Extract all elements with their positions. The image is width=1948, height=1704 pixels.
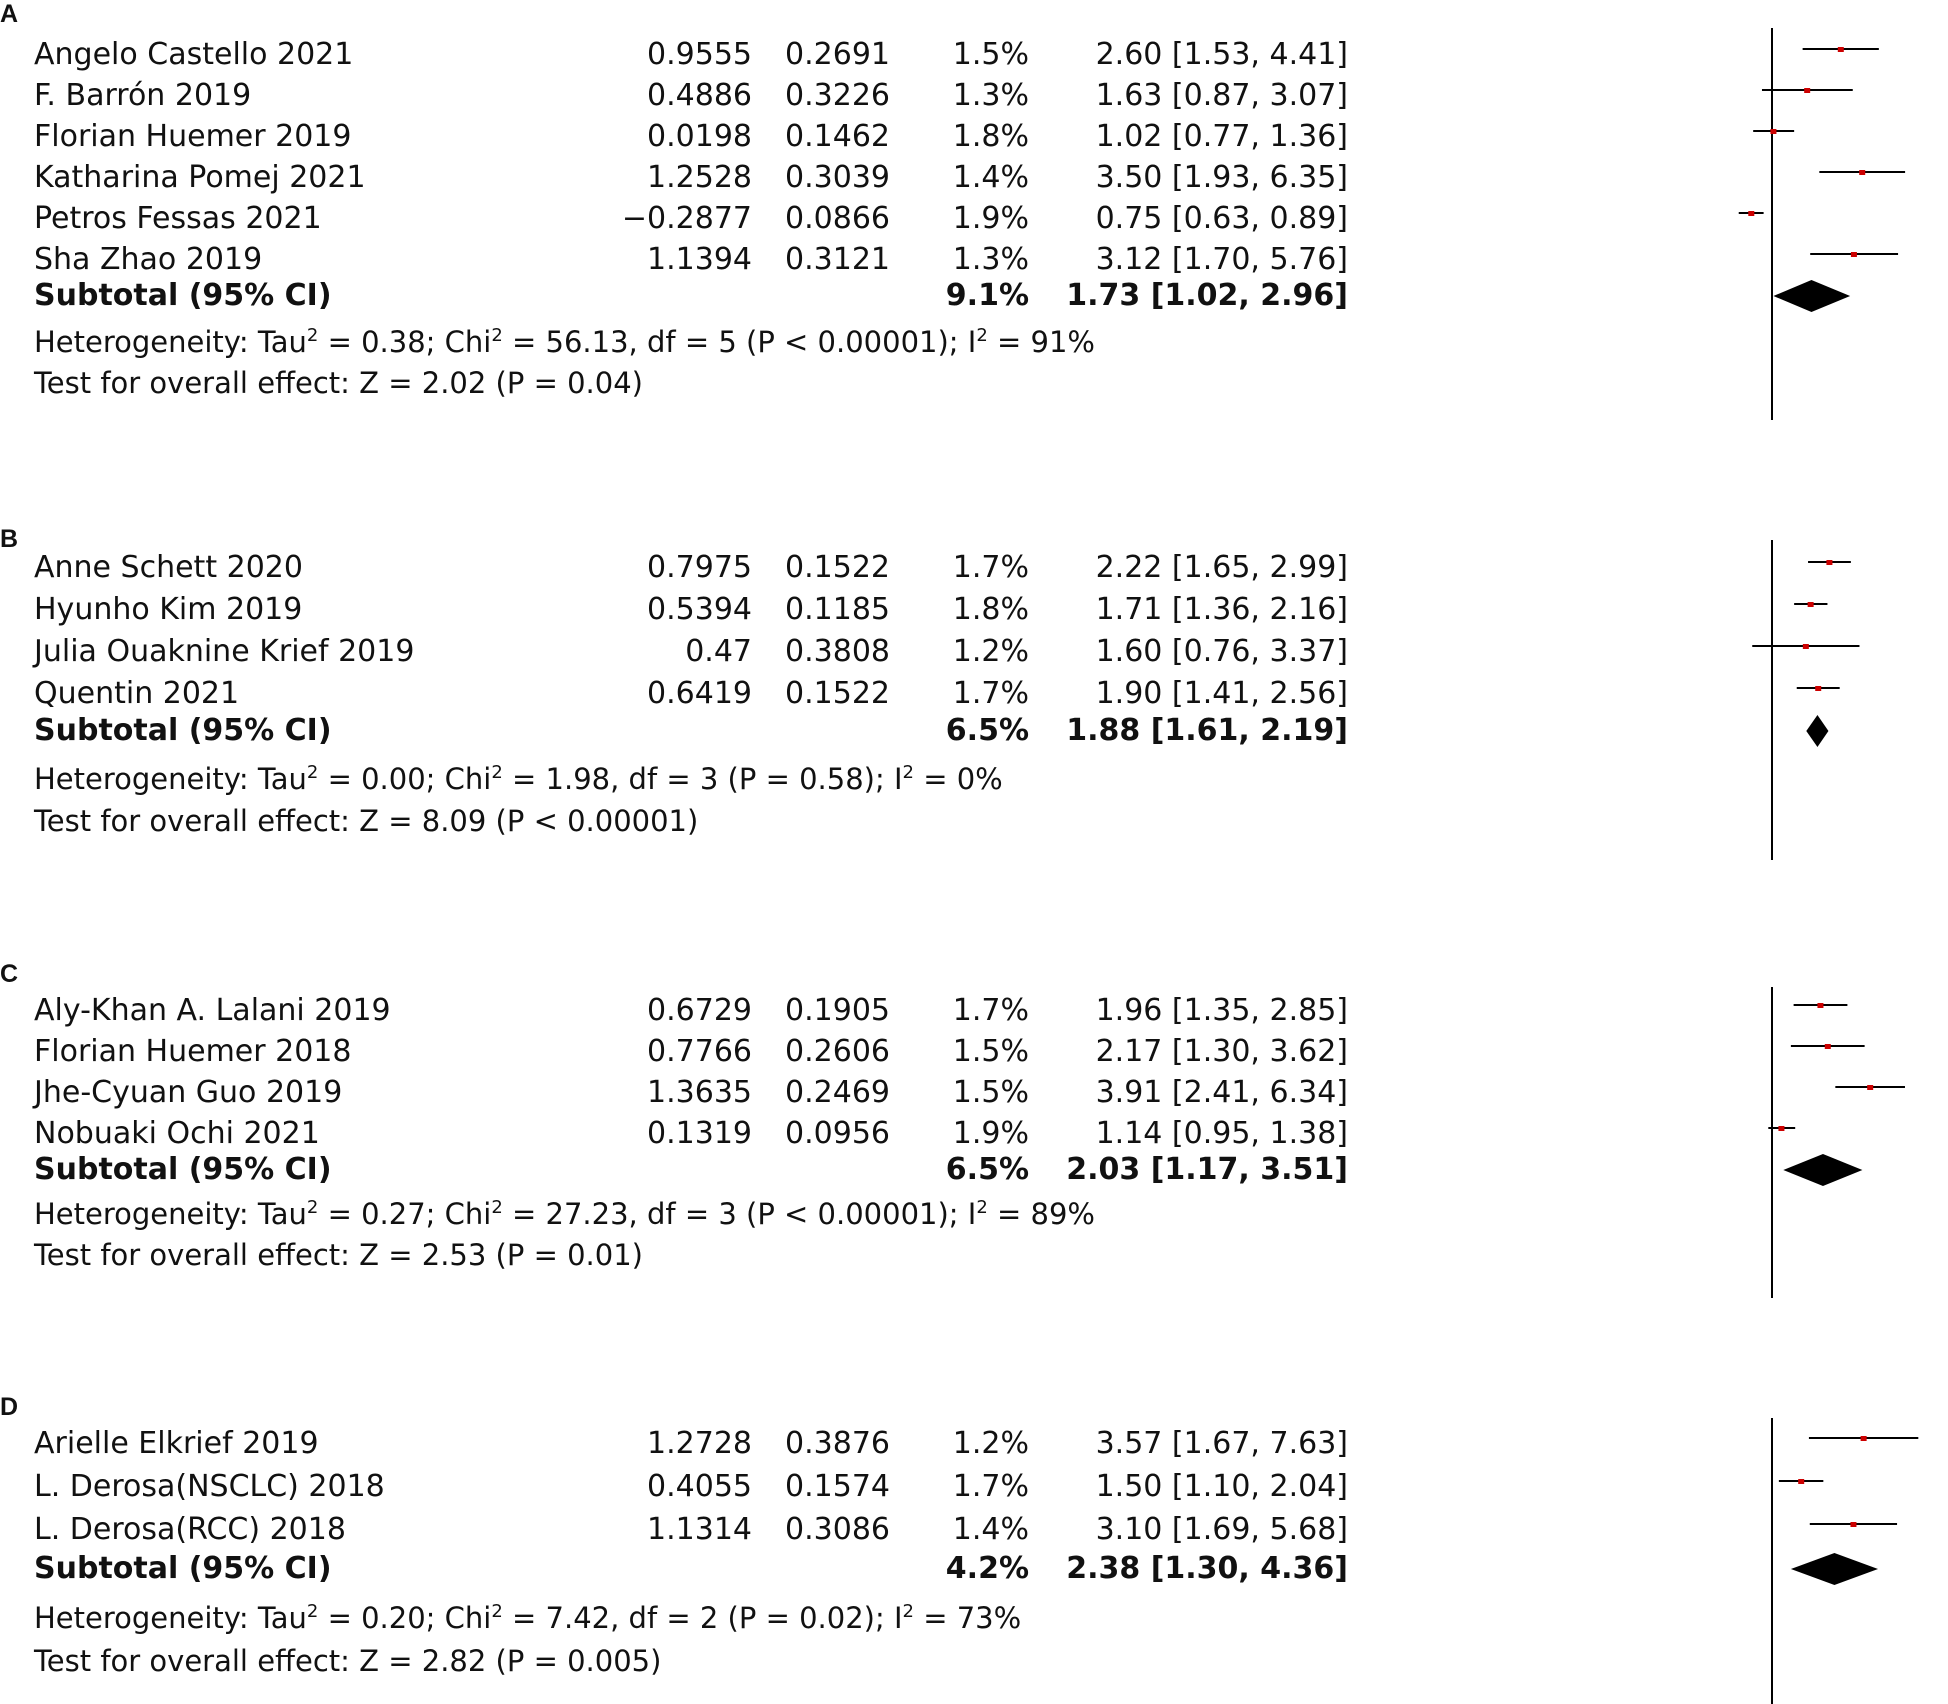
log-hr-value: 0.7975 (647, 550, 752, 585)
point-estimate (1817, 1003, 1823, 1008)
point-estimate (1803, 644, 1809, 649)
overall-effect-text: Test for overall effect: Z = 2.02 (P = 0.04) (34, 366, 643, 400)
subtotal-label: Subtotal (95% CI) (34, 713, 332, 748)
study-name: Katharina Pomej 2021 (34, 160, 366, 195)
weight-value: 1.2% (952, 634, 1029, 669)
subtotal-diamond (1783, 1154, 1862, 1186)
hazard-ratio-ci: 1.02 [0.77, 1.36] (1095, 119, 1348, 154)
weight-value: 1.7% (952, 993, 1029, 1028)
weight-value: 1.8% (952, 592, 1029, 627)
hazard-ratio-ci: 1.90 [1.41, 2.56] (1095, 676, 1348, 711)
point-estimate (1850, 1522, 1856, 1527)
standard-error-value: 0.1522 (785, 676, 890, 711)
panel-label-d: D (0, 1393, 19, 1421)
hazard-ratio-ci: 1.14 [0.95, 1.38] (1095, 1116, 1348, 1151)
point-estimate (1826, 560, 1832, 565)
weight-value: 1.4% (952, 160, 1029, 195)
study-name: L. Derosa(RCC) 2018 (34, 1512, 346, 1547)
log-hr-value: 1.1314 (647, 1512, 752, 1547)
hazard-ratio-ci: 1.50 [1.10, 2.04] (1095, 1469, 1348, 1504)
hazard-ratio-ci: 1.71 [1.36, 2.16] (1095, 592, 1348, 627)
forest-panel-c (1768, 987, 1905, 1298)
weight-value: 1.5% (952, 1034, 1029, 1069)
log-hr-value: 1.2728 (647, 1426, 752, 1461)
subtotal-ci: 2.03 [1.17, 3.51] (1066, 1152, 1348, 1187)
panel-label-b: B (0, 525, 19, 553)
log-hr-value: 0.4055 (647, 1469, 752, 1504)
weight-value: 1.2% (952, 1426, 1029, 1461)
study-name: Julia Ouaknine Krief 2019 (34, 634, 415, 669)
subtotal-label: Subtotal (95% CI) (34, 278, 332, 313)
subtotal-weight: 4.2% (945, 1551, 1029, 1586)
point-estimate (1815, 686, 1821, 691)
weight-value: 1.7% (952, 676, 1029, 711)
subtotal-diamond (1806, 715, 1828, 747)
subtotal-weight: 6.5% (945, 713, 1029, 748)
hazard-ratio-ci: 1.96 [1.35, 2.85] (1095, 993, 1348, 1028)
log-hr-value: 1.1394 (647, 242, 752, 277)
study-name: Arielle Elkrief 2019 (34, 1426, 319, 1461)
weight-value: 1.5% (952, 37, 1029, 72)
point-estimate (1778, 1126, 1784, 1131)
hazard-ratio-ci: 1.60 [0.76, 3.37] (1095, 634, 1348, 669)
standard-error-value: 0.1905 (785, 993, 890, 1028)
standard-error-value: 0.1574 (785, 1469, 890, 1504)
weight-value: 1.7% (952, 1469, 1029, 1504)
standard-error-value: 0.3808 (785, 634, 890, 669)
heterogeneity-text: Heterogeneity: Tau$^2$ = 0.20; Chi$^2$ = 7.42, df = 2 (P = 0.02); $I^2 = 73\%$ (34, 1601, 1022, 1635)
subtotal-weight: 9.1% (945, 278, 1029, 313)
weight-value: 1.5% (952, 1075, 1029, 1110)
log-hr-value: 1.3635 (647, 1075, 752, 1110)
subtotal-label: Subtotal (95% CI) (34, 1152, 332, 1187)
study-name: Quentin 2021 (34, 676, 240, 711)
study-name: Hyunho Kim 2019 (34, 592, 303, 627)
hazard-ratio-ci: 2.22 [1.65, 2.99] (1095, 550, 1348, 585)
point-estimate (1867, 1085, 1873, 1090)
hazard-ratio-ci: 0.75 [0.63, 0.89] (1095, 201, 1348, 236)
point-estimate (1838, 47, 1844, 52)
log-hr-value: 0.1319 (647, 1116, 752, 1151)
panel-label-a: A (0, 0, 19, 28)
standard-error-value: 0.3039 (785, 160, 890, 195)
hazard-ratio-ci: 3.91 [2.41, 6.34] (1095, 1075, 1348, 1110)
heterogeneity-text: Heterogeneity: Tau$^2$ = 0.00; Chi$^2$ = 1.98, df = 3 (P = 0.58); $I^2 = 0\%$ (34, 762, 1003, 796)
point-estimate (1748, 211, 1754, 216)
log-hr-value: 0.6729 (647, 993, 752, 1028)
forest-panel-a (1739, 28, 1905, 420)
weight-value: 1.3% (952, 242, 1029, 277)
standard-error-value: 0.0956 (785, 1116, 890, 1151)
standard-error-value: 0.3086 (785, 1512, 890, 1547)
study-name: Florian Huemer 2019 (34, 119, 352, 154)
forest-panel-b (1752, 540, 1859, 860)
standard-error-value: 0.3121 (785, 242, 890, 277)
subtotal-ci: 1.88 [1.61, 2.19] (1066, 713, 1348, 748)
study-name: Sha Zhao 2019 (34, 242, 263, 277)
heterogeneity-text: Heterogeneity: Tau$^2$ = 0.38; Chi$^2$ = 56.13, df = 5 (P < 0.00001); $I^2 = 91\%$ (34, 325, 1095, 359)
weight-value: 1.9% (952, 1116, 1029, 1151)
standard-error-value: 0.2469 (785, 1075, 890, 1110)
subtotal-weight: 6.5% (945, 1152, 1029, 1187)
point-estimate (1770, 129, 1776, 134)
weight-value: 1.3% (952, 78, 1029, 113)
standard-error-value: 0.1462 (785, 119, 890, 154)
standard-error-value: 0.3876 (785, 1426, 890, 1461)
hazard-ratio-ci: 3.50 [1.93, 6.35] (1095, 160, 1348, 195)
standard-error-value: 0.0866 (785, 201, 890, 236)
point-estimate (1808, 602, 1814, 607)
point-estimate (1851, 252, 1857, 257)
hazard-ratio-ci: 3.57 [1.67, 7.63] (1095, 1426, 1348, 1461)
point-estimate (1859, 170, 1865, 175)
weight-value: 1.9% (952, 201, 1029, 236)
study-name: Aly-Khan A. Lalani 2019 (34, 993, 391, 1028)
weight-value: 1.7% (952, 550, 1029, 585)
hazard-ratio-ci: 1.63 [0.87, 3.07] (1095, 78, 1348, 113)
overall-effect-text: Test for overall effect: Z = 2.82 (P = 0.005) (34, 1644, 662, 1678)
study-name: Angelo Castello 2021 (34, 37, 354, 72)
log-hr-value: 0.5394 (647, 592, 752, 627)
subtotal-diamond (1773, 280, 1850, 312)
study-name: L. Derosa(NSCLC) 2018 (34, 1469, 385, 1504)
study-name: F. Barrón 2019 (34, 78, 252, 113)
subtotal-ci: 1.73 [1.02, 2.96] (1066, 278, 1348, 313)
point-estimate (1798, 1479, 1804, 1484)
standard-error-value: 0.2691 (785, 37, 890, 72)
standard-error-value: 0.2606 (785, 1034, 890, 1069)
overall-effect-text: Test for overall effect: Z = 2.53 (P = 0.01) (34, 1238, 643, 1272)
forest-panel-d (1772, 1418, 1918, 1704)
weight-value: 1.8% (952, 119, 1029, 154)
log-hr-value: −0.2877 (621, 201, 752, 236)
hazard-ratio-ci: 2.60 [1.53, 4.41] (1095, 37, 1348, 72)
subtotal-diamond (1791, 1553, 1878, 1585)
point-estimate (1861, 1436, 1867, 1441)
log-hr-value: 0.47 (685, 634, 752, 669)
log-hr-value: 1.2528 (647, 160, 752, 195)
log-hr-value: 0.7766 (647, 1034, 752, 1069)
standard-error-value: 0.3226 (785, 78, 890, 113)
point-estimate (1825, 1044, 1831, 1049)
weight-value: 1.4% (952, 1512, 1029, 1547)
log-hr-value: 0.9555 (647, 37, 752, 72)
subtotal-label: Subtotal (95% CI) (34, 1551, 332, 1586)
panel-label-c: C (0, 960, 19, 988)
standard-error-value: 0.1522 (785, 550, 890, 585)
study-name: Jhe-Cyuan Guo 2019 (34, 1075, 343, 1110)
overall-effect-text: Test for overall effect: Z = 8.09 (P < 0.00001) (34, 804, 699, 838)
study-name: Petros Fessas 2021 (34, 201, 322, 236)
subtotal-ci: 2.38 [1.30, 4.36] (1066, 1551, 1348, 1586)
log-hr-value: 0.0198 (647, 119, 752, 154)
hazard-ratio-ci: 3.10 [1.69, 5.68] (1095, 1512, 1348, 1547)
log-hr-value: 0.4886 (647, 78, 752, 113)
heterogeneity-text: Heterogeneity: Tau$^2$ = 0.27; Chi$^2$ = 27.23, df = 3 (P < 0.00001); $I^2 = 89\%$ (34, 1197, 1095, 1231)
point-estimate (1804, 88, 1810, 93)
standard-error-value: 0.1185 (785, 592, 890, 627)
study-name: Florian Huemer 2018 (34, 1034, 352, 1069)
log-hr-value: 0.6419 (647, 676, 752, 711)
hazard-ratio-ci: 3.12 [1.70, 5.76] (1095, 242, 1348, 277)
study-name: Nobuaki Ochi 2021 (34, 1116, 320, 1151)
study-name: Anne Schett 2020 (34, 550, 303, 585)
hazard-ratio-ci: 2.17 [1.30, 3.62] (1095, 1034, 1348, 1069)
